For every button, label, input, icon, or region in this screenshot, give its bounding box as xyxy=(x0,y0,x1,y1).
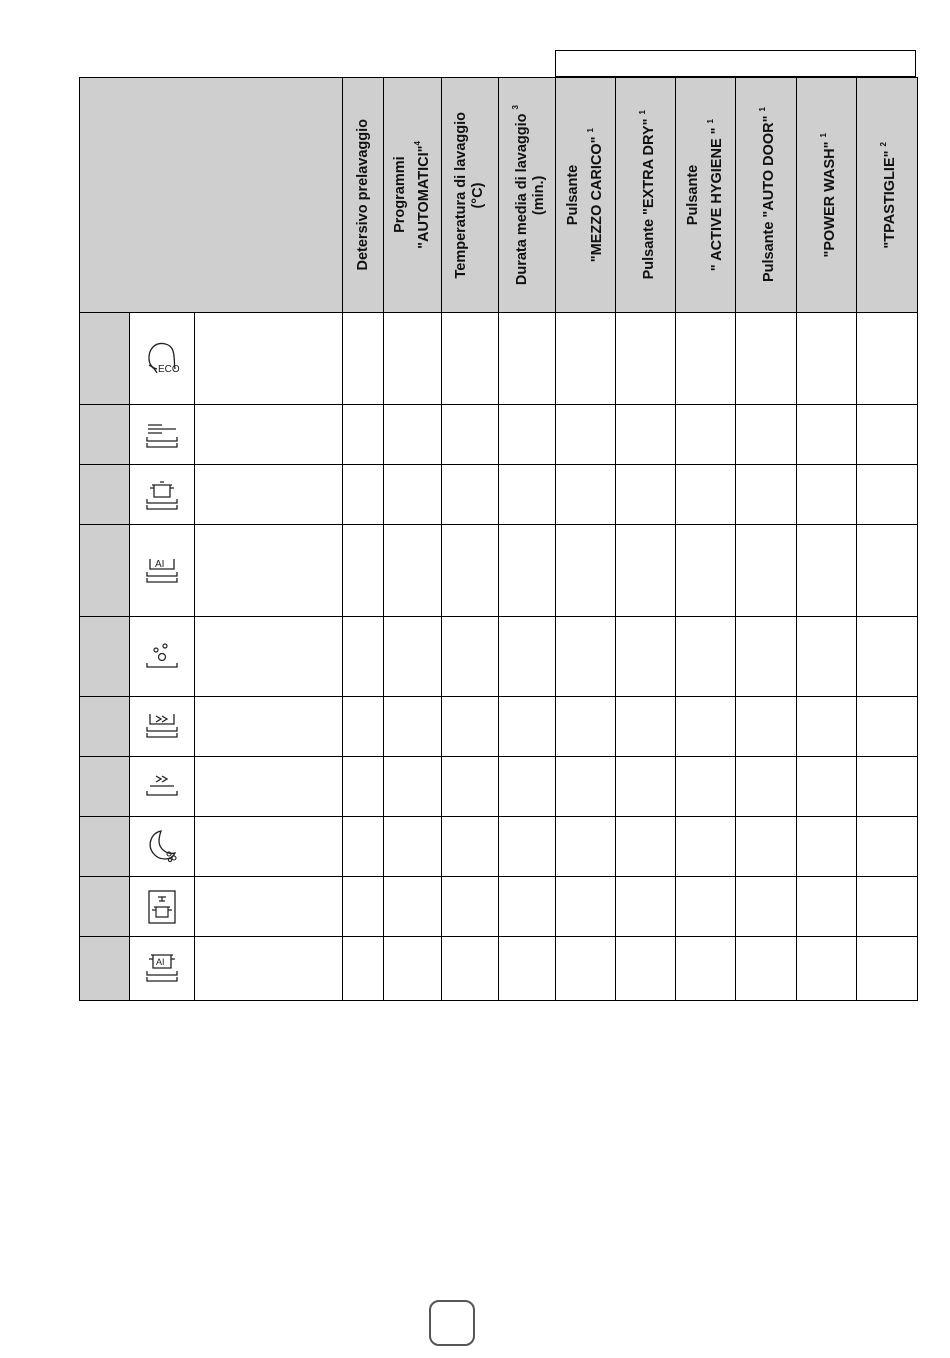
table-row xyxy=(80,405,918,465)
column-header: Temperatura di lavaggio (°C) xyxy=(442,78,499,313)
header-row xyxy=(80,78,918,313)
quick-wash-icon xyxy=(142,769,182,805)
column-header: Programmi "AUTOMATICI"$^4$ xyxy=(384,78,442,313)
table-row xyxy=(80,937,918,1001)
program-icon-cell xyxy=(130,465,195,525)
program-table xyxy=(79,77,918,1001)
program-icon-cell xyxy=(130,617,195,697)
program-number-cell xyxy=(80,313,130,405)
column-header: Detersivo prelavaggio xyxy=(343,78,384,313)
table-row xyxy=(80,817,918,877)
bubbles-rinse-icon xyxy=(142,639,182,675)
program-number-cell xyxy=(80,877,130,937)
pot-icon xyxy=(142,477,182,513)
svg-text:AI: AI xyxy=(155,558,165,570)
cutlery-rack-icon xyxy=(142,417,182,453)
header-top-box xyxy=(555,50,916,77)
program-number-cell xyxy=(80,465,130,525)
ai-pot-icon xyxy=(142,950,182,988)
table-row xyxy=(80,697,918,757)
program-icon-cell xyxy=(130,405,195,465)
table-row xyxy=(80,525,918,617)
program-icon-cell xyxy=(130,757,195,817)
table-row xyxy=(80,877,918,937)
night-moon-icon xyxy=(141,827,183,867)
program-number-cell xyxy=(80,697,130,757)
program-icon-cell xyxy=(130,313,195,405)
header-corner xyxy=(80,78,343,313)
intensive-pot-icon xyxy=(142,888,182,926)
column-header: Durata media di lavaggio $^3$ (min.) xyxy=(499,78,556,313)
program-icon-cell xyxy=(130,817,195,877)
column-header: Pulsante " ACTIVE HYGIENE " $^1$ xyxy=(676,78,736,313)
column-header: Pulsante "EXTRA DRY" $^1$ xyxy=(616,78,676,313)
program-number-cell xyxy=(80,937,130,1001)
program-number-cell xyxy=(80,617,130,697)
column-header: Pulsante "MEZZO CARICO" $^1$ xyxy=(556,78,616,313)
page-number-box xyxy=(429,1300,475,1346)
eco-icon xyxy=(141,339,183,379)
program-icon-cell xyxy=(130,697,195,757)
column-header: Pulsante "AUTO DOOR" $^1$ xyxy=(736,78,797,313)
program-icon-cell xyxy=(130,525,195,617)
program-icon-cell xyxy=(130,937,195,1001)
program-number-cell xyxy=(80,817,130,877)
svg-text:ECO: ECO xyxy=(158,363,180,375)
program-number-cell xyxy=(80,525,130,617)
fast-box-icon xyxy=(142,709,182,745)
program-icon-cell xyxy=(130,877,195,937)
table-row xyxy=(80,757,918,817)
table-row xyxy=(80,313,918,405)
program-number-cell xyxy=(80,757,130,817)
column-header: "POWER WASH" $^1$ xyxy=(797,78,857,313)
table-row xyxy=(80,617,918,697)
program-number-cell xyxy=(80,405,130,465)
svg-text:AI: AI xyxy=(156,956,165,967)
column-header: "TPASTIGLIE" $^2$ xyxy=(857,78,918,313)
auto-ai-icon xyxy=(142,553,182,589)
table-row xyxy=(80,465,918,525)
